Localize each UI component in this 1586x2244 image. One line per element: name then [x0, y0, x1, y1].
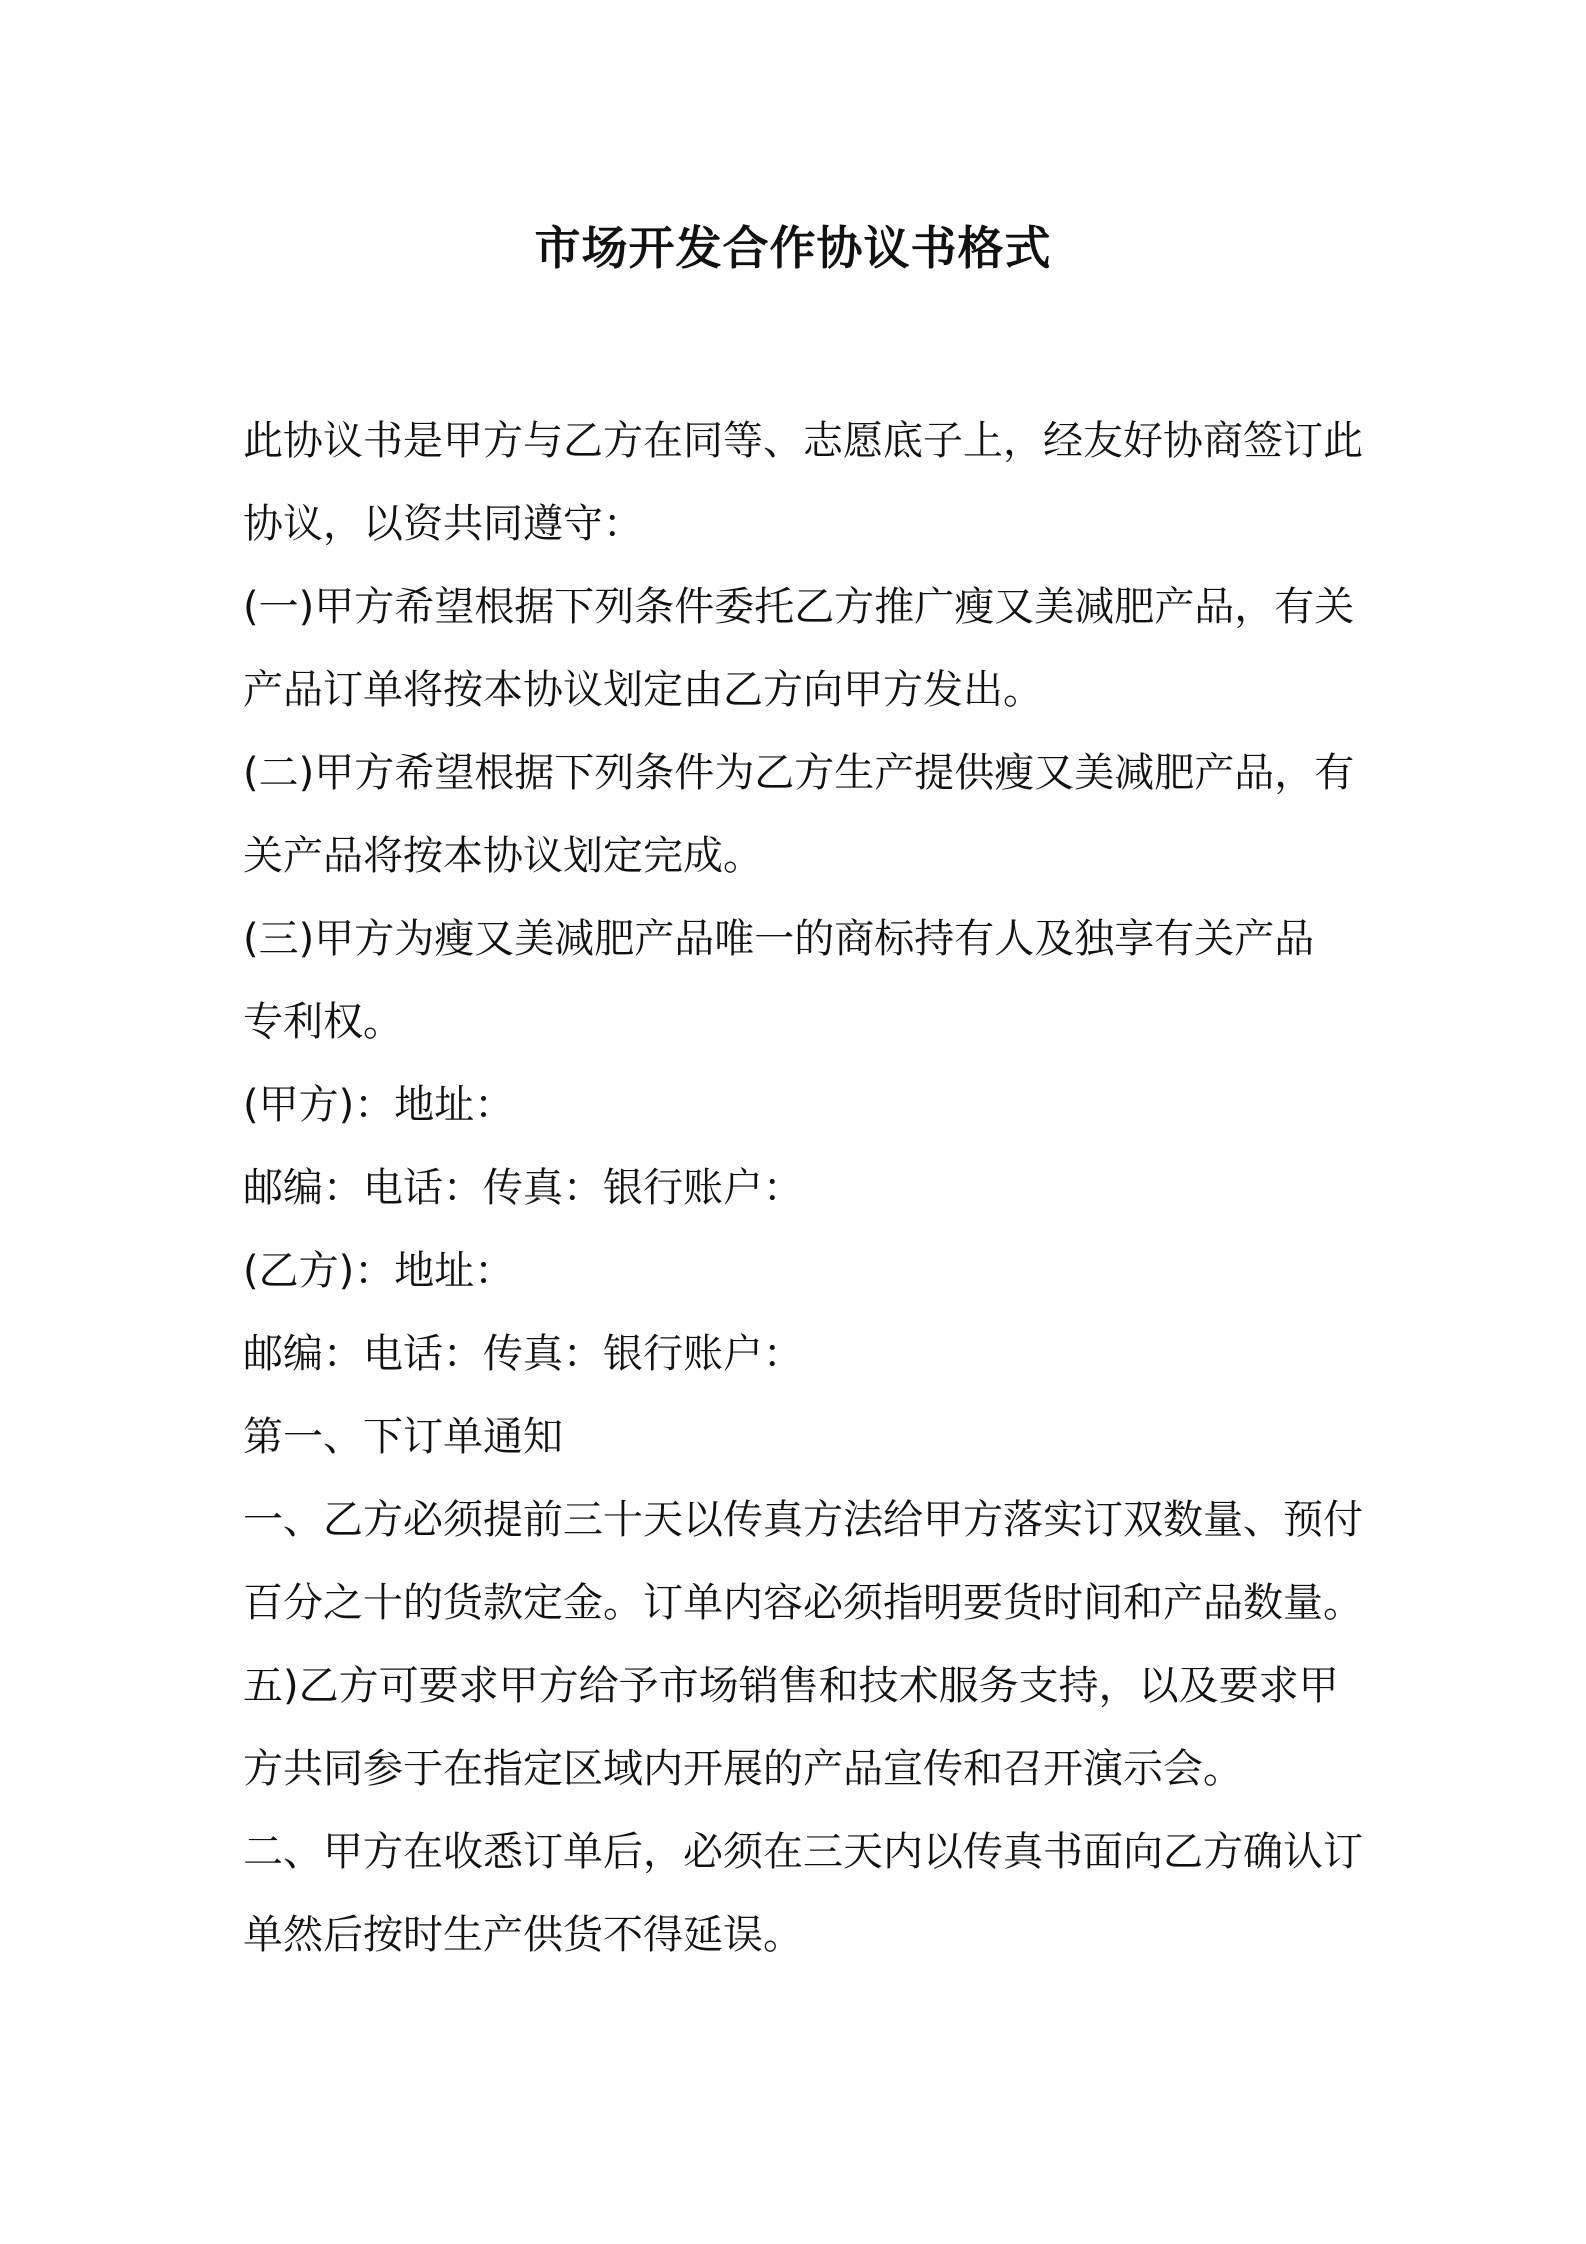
text-line: 邮编：电话：传真：银行账户： [243, 1331, 803, 1377]
section-heading: 第一、下订单通知 [243, 1414, 563, 1460]
text-line: (二)甲方希望根据下列条件为乙方生产提供瘦又美减肥产品，有 [243, 750, 1355, 796]
text-line: 专利权。 [243, 999, 403, 1045]
text-line: (乙方)：地址： [243, 1248, 515, 1294]
text-line: 单然后按时生产供货不得延误。 [243, 1912, 803, 1958]
text-line: 五)乙方可要求甲方给予市场销售和技术服务支持，以及要求甲 [243, 1663, 1339, 1709]
text-line: (甲方)：地址： [243, 1082, 515, 1128]
text-line: 产品订单将按本协议划定由乙方向甲方发出。 [243, 667, 1043, 713]
text-line: (一)甲方希望根据下列条件委托乙方推广瘦又美减肥产品，有关 [243, 584, 1355, 630]
document-body [243, 400, 1363, 1977]
document-title: 市场开发合作协议书格式 [534, 221, 1052, 275]
text-line: 百分之十的货款定金。订单内容必须指明要货时间和产品数量。 [243, 1580, 1363, 1626]
text-line: 一、乙方必须提前三十天以传真方法给甲方落实订双数量、预付 [243, 1497, 1363, 1543]
text-line: 邮编：电话：传真：银行账户： [243, 1165, 803, 1211]
text-line: (三)甲方为瘦又美减肥产品唯一的商标持有人及独享有关产品 [243, 916, 1315, 962]
text-line: 方共同参于在指定区域内开展的产品宣传和召开演示会。 [243, 1746, 1243, 1792]
text-line: 协议，以资共同遵守： [243, 501, 643, 547]
text-line: 关产品将按本协议划定完成。 [243, 833, 763, 879]
text-line: 此协议书是甲方与乙方在同等、志愿底子上，经友好协商签订此 [243, 418, 1363, 464]
text-line: 二、甲方在收悉订单后，必须在三天内以传真书面向乙方确认订 [243, 1829, 1363, 1875]
